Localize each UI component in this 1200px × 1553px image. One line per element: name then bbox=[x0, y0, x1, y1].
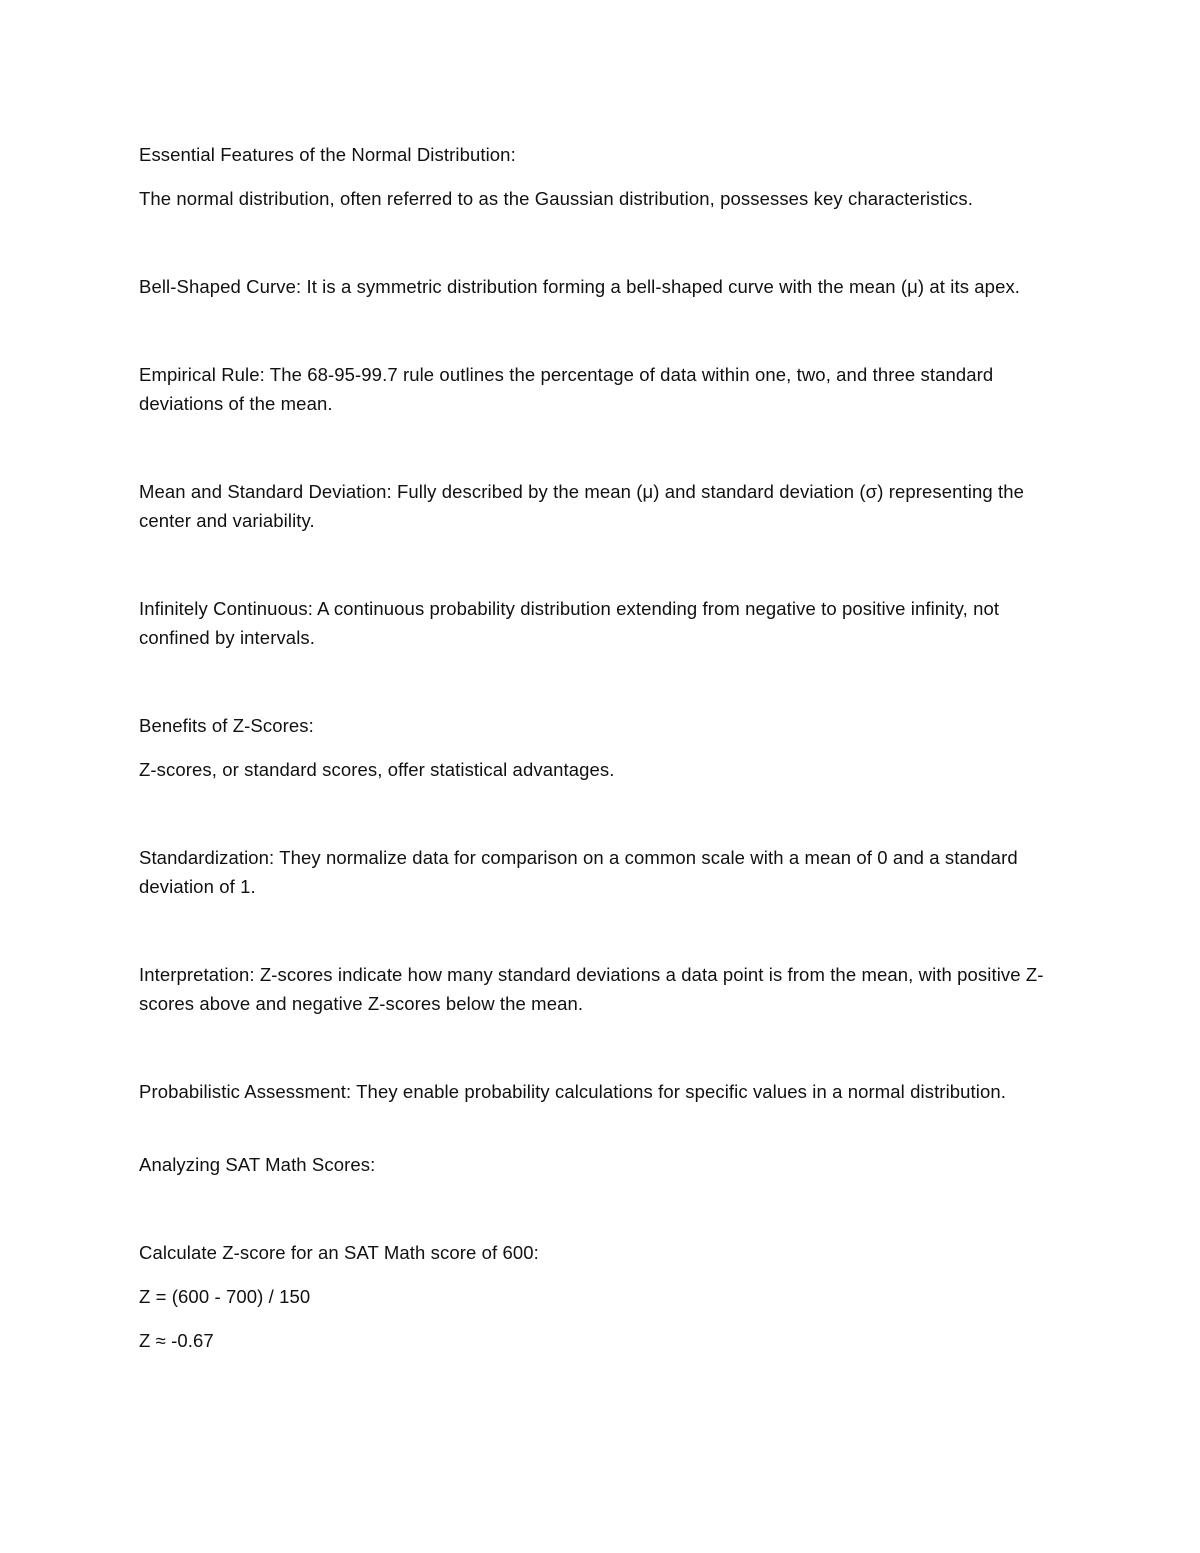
document-body bbox=[139, 140, 1069, 1355]
section-heading-z-scores: Benefits of Z-Scores: bbox=[139, 715, 314, 736]
paragraph-bell-shaped-curve: Bell-Shaped Curve: It is a symmetric distribution forming a bell-shaped curve with the mean (μ) at its apex. bbox=[139, 276, 1021, 297]
paragraph-interpretation: Interpretation: Z-scores indicate how many standard deviations a data point is from the mean, with positive Z-scores above and negative Z-scores below the mean. bbox=[139, 964, 1044, 1014]
section-intro-z-scores: Z-scores, or standard scores, offer statistical advantages. bbox=[139, 759, 615, 780]
paragraph-infinitely-continuous: Infinitely Continuous: A continuous probability distribution extending from negative to positive infinity, not confined by intervals. bbox=[139, 598, 1000, 648]
paragraph-empirical-rule: Empirical Rule: The 68-95-99.7 rule outlines the percentage of data within one, two, and three standard deviations of the mean. bbox=[139, 364, 994, 414]
section-intro-normal-distribution: The normal distribution, often referred to as the Gaussian distribution, possesses key characteristics. bbox=[139, 188, 973, 209]
calculation-result: Z ≈ -0.67 bbox=[139, 1330, 214, 1351]
paragraph-mean-and-standard-deviation: Mean and Standard Deviation: Fully described by the mean (μ) and standard deviation (σ) representing the center and variability. bbox=[139, 481, 1024, 531]
paragraph-standardization: Standardization: They normalize data for comparison on a common scale with a mean of 0 and a standard deviation of 1. bbox=[139, 847, 1018, 897]
section-heading-normal-distribution: Essential Features of the Normal Distribution: bbox=[139, 144, 516, 165]
calculation-step: Calculate Z-score for an SAT Math score of 600: bbox=[139, 1242, 539, 1263]
calculation-formula: Z = (600 - 700) / 150 bbox=[139, 1286, 311, 1307]
paragraph-probabilistic-assessment: Probabilistic Assessment: They enable probability calculations for specific values in a normal distribution. bbox=[139, 1081, 1007, 1102]
section-heading-sat-math: Analyzing SAT Math Scores: bbox=[139, 1154, 376, 1175]
